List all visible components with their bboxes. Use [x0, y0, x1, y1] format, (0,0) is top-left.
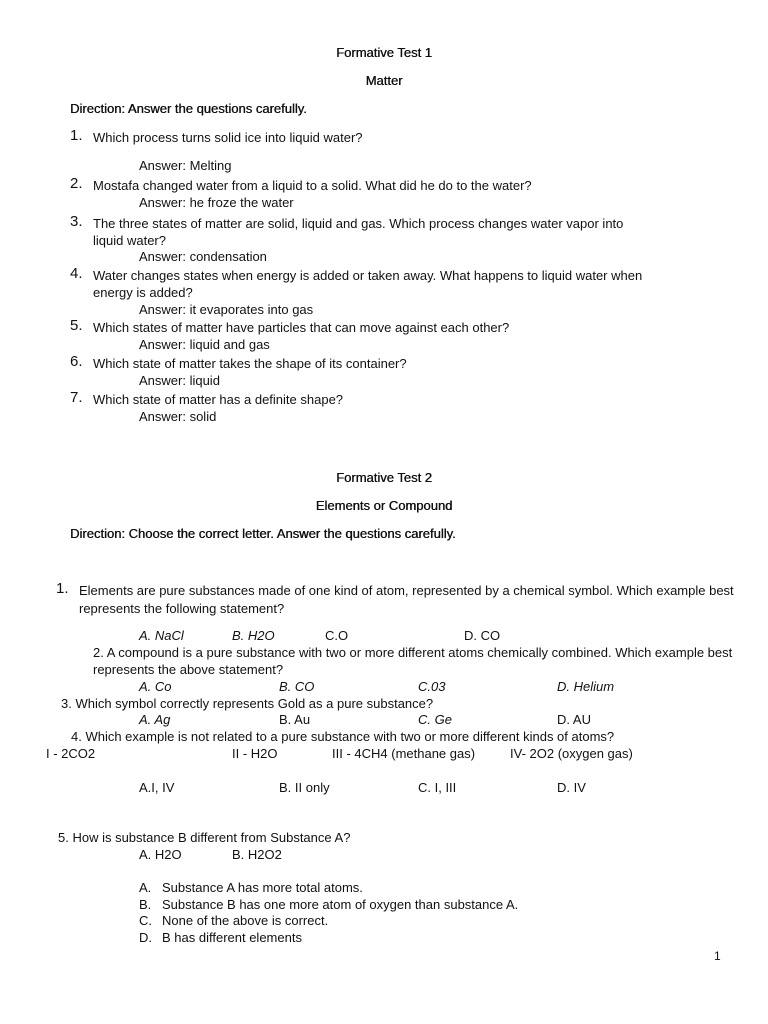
answer-text: Answer: Melting	[139, 158, 232, 173]
test2-direction: Direction: Choose the correct letter. Answer the questions carefully.	[70, 526, 456, 541]
substance-a: A. H2O	[139, 847, 182, 862]
choice-text: None of the above is correct.	[162, 913, 329, 928]
choice-text: Substance B has one more atom of oxygen than substance A.	[162, 897, 519, 912]
choice-text: B has different elements	[162, 930, 302, 945]
option-c: C. I, III	[418, 780, 457, 795]
question-text: 3. Which symbol correctly represents Gold as a pure substance?	[61, 696, 434, 711]
option-c: C. Ge	[418, 712, 452, 727]
option-c: C.O	[325, 628, 349, 643]
answer-text: Answer: it evaporates into gas	[139, 302, 314, 317]
question-number: 1.	[56, 580, 69, 597]
question-text-cont: liquid water?	[93, 233, 166, 248]
test1-direction: Direction: Answer the questions carefully.	[70, 101, 307, 116]
question-text: The three states of matter are solid, liquid and gas. Which process changes water vapor into	[93, 216, 624, 231]
answer-text: Answer: he froze the water	[139, 195, 294, 210]
answer-text: Answer: condensation	[139, 249, 267, 264]
question-number: 6.	[70, 353, 83, 370]
test2-subtitle: Elements or Compound	[315, 498, 453, 513]
choice-letter: C.	[139, 913, 152, 928]
question-text: 2. A compound is a pure substance with two or more different atoms chemically combined. Which example best	[93, 645, 733, 660]
roman-item-3: III - 4CH4 (methane gas)	[332, 746, 476, 761]
question-text: 5. How is substance B different from Substance A?	[58, 830, 351, 845]
test2-title: Formative Test 2	[336, 470, 432, 485]
question-text-cont: represents the above statement?	[93, 662, 284, 677]
choice-letter: A.	[139, 880, 152, 895]
choice-letter: D.	[139, 930, 152, 945]
answer-text: Answer: solid	[139, 409, 217, 424]
question-number: 3.	[70, 213, 83, 230]
option-a: A. Co	[139, 679, 172, 694]
question-number: 1.	[70, 127, 83, 144]
option-b: B. Au	[279, 712, 311, 727]
answer-text: Answer: liquid	[139, 373, 220, 388]
option-d: D. CO	[464, 628, 501, 643]
question-text: Which state of matter takes the shape of its container?	[93, 356, 407, 371]
option-a: A. Ag	[139, 712, 171, 727]
option-a: A.I, IV	[139, 780, 175, 795]
question-text: Which states of matter have particles that can move against each other?	[93, 320, 510, 335]
option-d: D. Helium	[557, 679, 615, 694]
question-text-cont: represents the following statement?	[79, 601, 285, 616]
test1-subtitle: Matter	[365, 73, 403, 88]
roman-item-4: IV- 2O2 (oxygen gas)	[510, 746, 633, 761]
roman-item-2: II - H2O	[232, 746, 278, 761]
option-b: B. H2O	[232, 628, 275, 643]
question-number: 4.	[70, 265, 83, 282]
question-text: Which state of matter has a definite shape?	[93, 392, 344, 407]
answer-text: Answer: liquid and gas	[139, 337, 270, 352]
test1-title: Formative Test 1	[336, 45, 432, 60]
option-c: C.03	[418, 679, 446, 694]
question-text: Mostafa changed water from a liquid to a solid. What did he do to the water?	[93, 178, 532, 193]
question-text: 4. Which example is not related to a pure substance with two or more different kinds of atoms?	[71, 729, 615, 744]
option-a: A. NaCl	[139, 628, 184, 643]
choice-letter: B.	[139, 897, 152, 912]
question-text: Elements are pure substances made of one kind of atom, represented by a chemical symbol. Which example best	[79, 583, 734, 598]
question-number: 5.	[70, 317, 83, 334]
page-number: 1	[714, 949, 721, 963]
substance-b: B. H2O2	[232, 847, 282, 862]
option-d: D. IV	[557, 780, 586, 795]
question-text-cont: energy is added?	[93, 285, 193, 300]
option-d: D. AU	[557, 712, 591, 727]
option-b: B. II only	[279, 780, 330, 795]
option-b: B. CO	[279, 679, 315, 694]
choice-text: Substance A has more total atoms.	[162, 880, 363, 895]
roman-item-1: I - 2CO2	[46, 746, 96, 761]
question-text: Water changes states when energy is added or taken away. What happens to liquid water when	[93, 268, 643, 283]
question-number: 2.	[70, 175, 83, 192]
question-number: 7.	[70, 389, 83, 406]
question-text: Which process turns solid ice into liquid water?	[93, 130, 363, 145]
